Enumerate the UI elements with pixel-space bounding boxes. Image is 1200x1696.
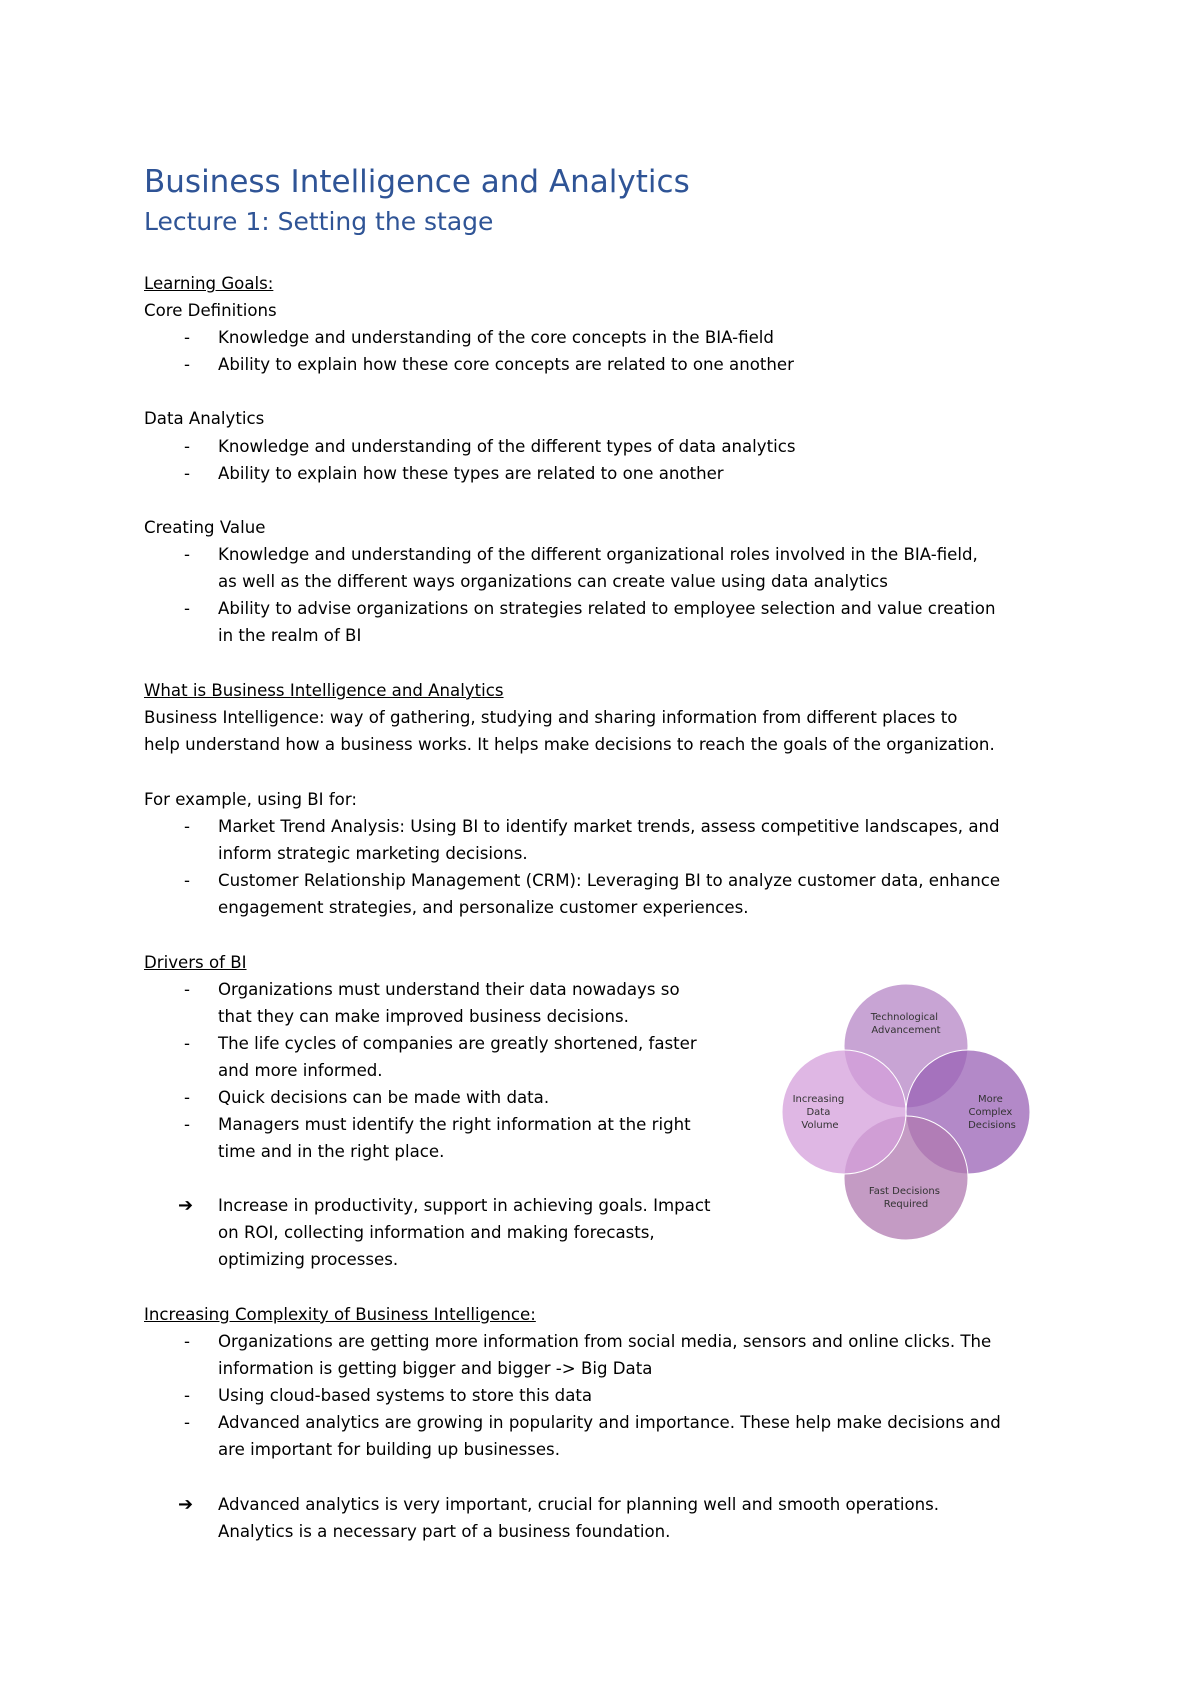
list-item: Ability to explain how these types are related to one another <box>218 464 724 483</box>
bullet-dash: - <box>184 355 190 374</box>
list-item: Using cloud-based systems to store this data <box>218 1386 593 1405</box>
bullet-dash: - <box>184 817 190 836</box>
bullet-dash: - <box>184 1034 190 1053</box>
list-item-continuation: engagement strategies, and personalize customer experiences. <box>218 898 749 917</box>
learning-goals-heading: Learning Goals: <box>144 274 274 293</box>
list-item: The life cycles of companies are greatly shortened, faster <box>218 1034 697 1053</box>
list-item: Organizations must understand their data nowadays so <box>218 980 680 999</box>
paragraph-line: help understand how a business works. It helps make decisions to reach the goals of the organization. <box>144 735 995 754</box>
list-item: Organizations are getting more information from social media, sensors and online clicks. The <box>218 1332 992 1351</box>
bullet-dash: - <box>184 1088 190 1107</box>
bullet-dash: - <box>184 437 190 456</box>
bullet-dash: - <box>184 1386 190 1405</box>
venn-label-left: Increasing Data Volume <box>792 1094 845 1131</box>
what-is-bia-heading: What is Business Intelligence and Analytics <box>144 681 504 700</box>
list-item-continuation: in the realm of BI <box>218 626 362 645</box>
list-item: Quick decisions can be made with data. <box>218 1088 550 1107</box>
venn-circle-left <box>782 1050 906 1174</box>
bullet-dash: - <box>184 1115 190 1134</box>
bullet-dash: - <box>184 545 190 564</box>
lecture-subtitle: Lecture 1: Setting the stage <box>144 207 494 236</box>
drivers-venn-diagram <box>782 984 1030 1240</box>
venn-label-top: Technological Advancement <box>870 1012 941 1036</box>
conclusion-line: Increase in productivity, support in achieving goals. Impact <box>218 1196 711 1215</box>
venn-label-bottom: Fast Decisions Required <box>868 1186 940 1210</box>
bullet-dash: - <box>184 871 190 890</box>
list-item: Advanced analytics are growing in popularity and importance. These help make decisions and <box>218 1413 1001 1432</box>
list-item-continuation: that they can make improved business decisions. <box>218 1007 629 1026</box>
complexity-heading: Increasing Complexity of Business Intelligence: <box>144 1305 536 1324</box>
conclusion-line: Analytics is a necessary part of a business foundation. <box>218 1522 671 1541</box>
creating-value-heading: Creating Value <box>144 518 266 537</box>
bullet-dash: - <box>184 464 190 483</box>
venn-label-right: More Complex Decisions <box>968 1094 1016 1131</box>
bullet-dash: - <box>184 328 190 347</box>
bullet-dash: - <box>184 980 190 999</box>
list-item: Ability to explain how these core concepts are related to one another <box>218 355 794 374</box>
list-item-continuation: are important for building up businesses. <box>218 1440 560 1459</box>
conclusion-line: Advanced analytics is very important, crucial for planning well and smooth operations. <box>218 1495 940 1514</box>
list-item-continuation: information is getting bigger and bigger -> Big Data <box>218 1359 653 1378</box>
list-item: Customer Relationship Management (CRM): Leveraging BI to analyze customer data, enhance <box>218 871 1001 890</box>
list-item-continuation: and more informed. <box>218 1061 383 1080</box>
example-intro: For example, using BI for: <box>144 790 357 809</box>
list-item: Managers must identify the right information at the right <box>218 1115 691 1134</box>
list-item: Ability to advise organizations on strategies related to employee selection and value creation <box>218 599 996 618</box>
document-title: Business Intelligence and Analytics <box>144 164 690 200</box>
paragraph-line: Business Intelligence: way of gathering, studying and sharing information from different places to <box>144 708 958 727</box>
list-item-continuation: as well as the different ways organizations can create value using data analytics <box>218 572 888 591</box>
conclusion-line: optimizing processes. <box>218 1250 399 1269</box>
arrow-right-icon: ➔ <box>178 1494 194 1515</box>
core-definitions-heading: Core Definitions <box>144 301 277 320</box>
list-item: Knowledge and understanding of the different organizational roles involved in the BIA-field, <box>218 545 978 564</box>
list-item: Knowledge and understanding of the core concepts in the BIA-field <box>218 328 774 347</box>
drivers-heading: Drivers of BI <box>144 953 247 972</box>
list-item: Knowledge and understanding of the different types of data analytics <box>218 437 796 456</box>
list-item: Market Trend Analysis: Using BI to identify market trends, assess competitive landscapes, and <box>218 817 1000 836</box>
list-item-continuation: time and in the right place. <box>218 1142 445 1161</box>
bullet-dash: - <box>184 1413 190 1432</box>
arrow-right-icon: ➔ <box>178 1195 194 1216</box>
data-analytics-heading: Data Analytics <box>144 409 265 428</box>
conclusion-line: on ROI, collecting information and making forecasts, <box>218 1223 655 1242</box>
bullet-dash: - <box>184 599 190 618</box>
list-item-continuation: inform strategic marketing decisions. <box>218 844 528 863</box>
bullet-dash: - <box>184 1332 190 1351</box>
